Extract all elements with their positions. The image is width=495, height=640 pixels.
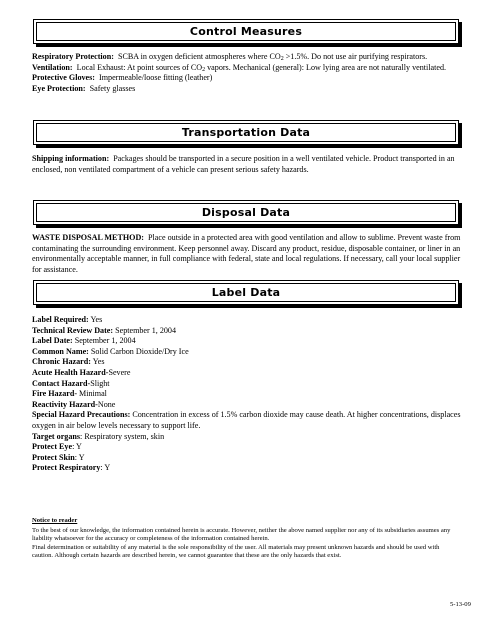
co2-subscript: 2	[202, 66, 206, 73]
control-measures-heading: Control Measures	[189, 25, 303, 38]
special-hazard-precautions-label: Special Hazard Precautions:	[32, 410, 131, 420]
label-row	[32, 410, 462, 431]
target-organs-label: Target organs	[32, 431, 81, 441]
protective-gloves	[32, 73, 462, 84]
protect-eye-value: : Y	[72, 442, 82, 452]
control-measures-banner	[33, 19, 459, 44]
co2-subscript: 2	[280, 56, 284, 62]
disposal-data-banner	[33, 200, 459, 225]
reactivity-hazard-value: None	[97, 399, 116, 409]
chronic-hazard-value: Yes	[90, 357, 105, 367]
target-organs-value: : Respiratory system, skin	[80, 431, 165, 441]
eye-protection-label: Eye Protection:	[32, 83, 86, 93]
respiratory-protection	[32, 52, 462, 63]
notice-paragraph-2: Final determination or suitability of any material is the sole responsibility of the user. All materials may present unknown hazards and should be used with caution. Although certain hazards are described herein, we cannot guarantee that these are the only hazards that exist.	[32, 543, 440, 560]
protect-skin-value: : Y	[74, 452, 85, 462]
control-measures-section	[32, 52, 462, 94]
label-row	[32, 336, 462, 347]
protective-gloves-text: Impermeable/loose fitting (leather)	[99, 73, 213, 83]
waste-disposal-method	[32, 233, 462, 275]
label-date-label: Label Date:	[32, 336, 73, 346]
acute-health-hazard-value: Severe	[108, 367, 131, 377]
waste-disposal-text: Place outside in a protected area with good ventilation and allow to sublime. Prevent waste from contaminating the surrounding environment. Keep personnel away. Discard any product, residue, disposable container, or liner in an environmentally acceptable manner, in full compliance with federal, state and local regulations. If necessary, call your local supplier for assistance.	[32, 233, 461, 274]
common-name-label: Common Name:	[32, 346, 89, 356]
respiratory-protection-label: Respiratory Protection:	[32, 52, 114, 61]
label-data-section	[32, 315, 462, 474]
label-row	[32, 315, 462, 326]
label-date-value: September 1, 2004	[72, 336, 136, 346]
technical-review-date-value: September 1, 2004	[113, 325, 177, 335]
transportation-data-heading: Transportation Data	[181, 126, 311, 139]
notice-paragraph-1: To the best of our knowledge, the information contained herein is accurate. However, neither the above named supplier nor any of its subsidiaries assumes any liability whatsoever for the accuracy or completeness of the information contained herein.	[32, 526, 451, 543]
disposal-section	[32, 233, 462, 275]
contact-hazard-value: Slight	[90, 378, 110, 388]
shipping-information	[32, 154, 462, 175]
ventilation	[32, 63, 462, 74]
label-row	[32, 442, 462, 453]
ventilation-text-a: Local Exhaust: At point sources of CO	[76, 62, 203, 72]
fire-hazard-value: Minimal	[77, 389, 107, 399]
eye-protection-text: Safety glasses	[89, 83, 136, 93]
label-row	[32, 463, 462, 474]
fire-hazard-label: Fire Hazard-	[32, 389, 78, 399]
common-name-value: Solid Carbon Dioxide/Dry Ice	[88, 346, 189, 356]
acute-health-hazard-label: Acute Health Hazard-	[32, 367, 109, 377]
label-row	[32, 347, 462, 358]
protect-skin-label: Protect Skin	[32, 452, 75, 462]
label-row	[32, 432, 462, 443]
transportation-section	[32, 154, 462, 175]
label-required-value: Yes	[88, 315, 103, 324]
technical-review-date-label: Technical Review Date:	[32, 325, 114, 335]
label-row	[32, 326, 462, 337]
transportation-data-banner	[33, 120, 459, 145]
respiratory-protection-text-b: >1.5%. Do not use air purifying respirators.	[283, 52, 428, 61]
protect-eye-label: Protect Eye	[32, 442, 73, 452]
special-hazard-precautions-value: Concentration in excess of 1.5% carbon dioxide may cause death. At higher concentrations, displaces oxygen in air below levels necessary to support life.	[32, 410, 461, 430]
reactivity-hazard-label: Reactivity Hazard-	[32, 399, 98, 409]
disposal-data-heading: Disposal Data	[201, 206, 291, 219]
chronic-hazard-label: Chronic Hazard:	[32, 357, 91, 367]
protect-respiratory-value: : Y	[100, 463, 111, 473]
shipping-information-label: Shipping information:	[32, 154, 110, 163]
protective-gloves-label: Protective Gloves:	[32, 73, 95, 83]
footer-date: 5-13-09	[450, 601, 471, 608]
waste-disposal-label: WASTE DISPOSAL METHOD:	[32, 233, 144, 242]
label-row	[32, 357, 462, 368]
ventilation-label: Ventilation:	[32, 62, 73, 72]
label-row	[32, 368, 462, 379]
notice-to-reader	[32, 517, 462, 561]
ventilation-text-b: vapors. Mechanical (general): Low lying area are not naturally ventilated.	[205, 62, 447, 72]
label-row	[32, 453, 462, 464]
eye-protection	[32, 84, 462, 95]
notice-title: Notice to reader	[32, 517, 78, 524]
label-data-heading: Label Data	[211, 286, 281, 299]
label-data-banner	[33, 280, 459, 305]
label-row	[32, 389, 462, 400]
respiratory-protection-text-a: SCBA in oxygen deficient atmospheres where CO	[117, 52, 281, 61]
contact-hazard-label: Contact Hazard-	[32, 378, 91, 388]
shipping-information-text: Packages should be transported in a secure position in a well ventilated vehicle. Product transported in an enclosed, non ventilated compartment of a vehicle can present serious safety hazards.	[32, 154, 455, 174]
label-row	[32, 400, 462, 411]
label-required-label: Label Required:	[32, 315, 89, 324]
protect-respiratory-label: Protect Respiratory	[32, 463, 101, 473]
label-row	[32, 379, 462, 390]
